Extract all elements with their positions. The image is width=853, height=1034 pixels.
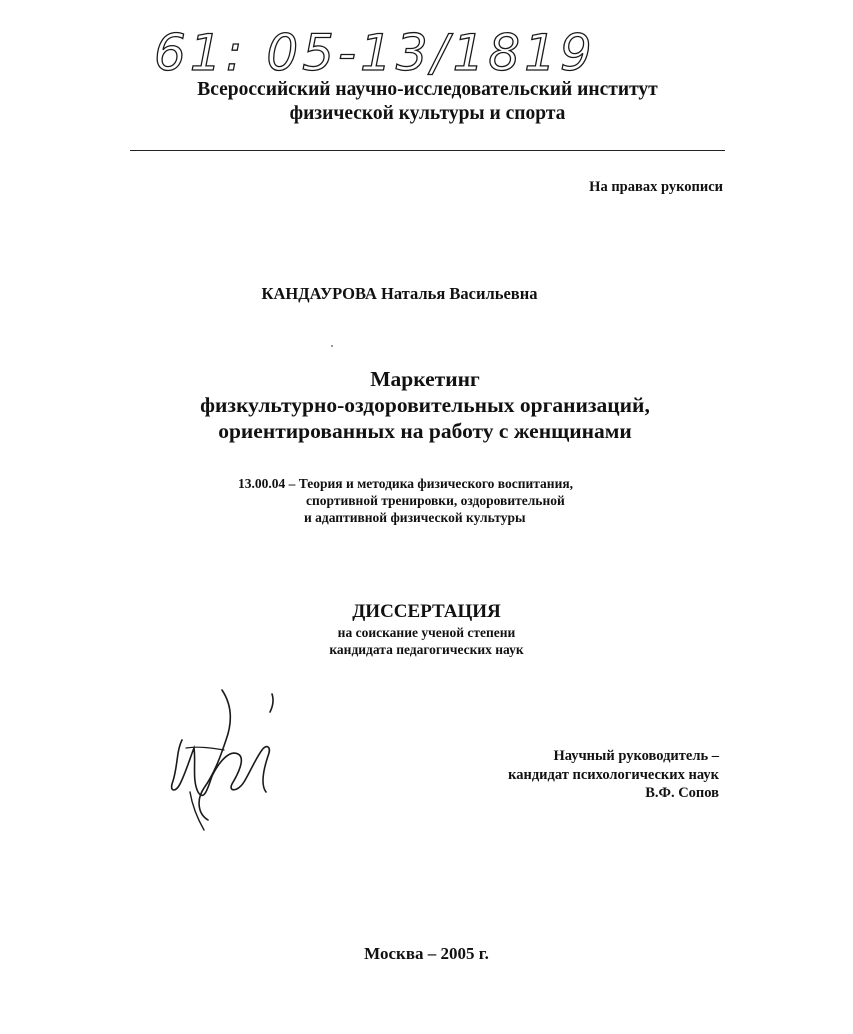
title-line-3: ориентированных на работу с женщинами: [218, 419, 632, 443]
paper-speck: [331, 345, 333, 347]
specialty-code: [238, 475, 573, 526]
dissertation-title: [100, 366, 750, 444]
institute-line-2: физической культуры и спорта: [289, 103, 566, 124]
supervisor-block: [508, 747, 719, 803]
institute-line-1: Всероссийский научно-исследовательский институт: [197, 79, 658, 100]
supervisor-line-3: В.Ф. Сопов: [645, 785, 719, 801]
degree-line-2: кандидата педагогических наук: [329, 642, 524, 657]
title-line-1: Маркетинг: [370, 367, 480, 391]
handwritten-signature: [168, 688, 288, 833]
rights-note: На правах рукописи: [589, 179, 723, 195]
archive-number-text: 61: 05-13/1819: [154, 24, 596, 82]
supervisor-line-1: Научный руководитель –: [553, 748, 719, 764]
institute-name: [130, 78, 725, 126]
archive-number-svg: [150, 14, 596, 84]
archive-number-handwritten: [150, 14, 596, 84]
specialty-line-2: спортивной тренировки, оздоровительной: [306, 493, 565, 508]
header-divider: [130, 150, 725, 151]
title-line-2: физкультурно-оздоровительных организаций,: [200, 393, 650, 417]
city-year: Москва – 2005 г.: [364, 944, 489, 963]
degree-statement: [0, 624, 853, 658]
supervisor-line-2: кандидат психологических наук: [508, 766, 719, 783]
dissertation-heading: ДИССЕРТАЦИЯ: [352, 601, 501, 622]
specialty-line-1: 13.00.04 – Теория и методика физического воспитания,: [238, 476, 574, 491]
author-name: КАНДАУРОВА Наталья Васильевна: [261, 284, 538, 303]
signature-icon: [168, 688, 288, 833]
specialty-line-3: и адаптивной физической культуры: [304, 510, 526, 525]
degree-line-1: на соискание ученой степени: [337, 625, 516, 640]
